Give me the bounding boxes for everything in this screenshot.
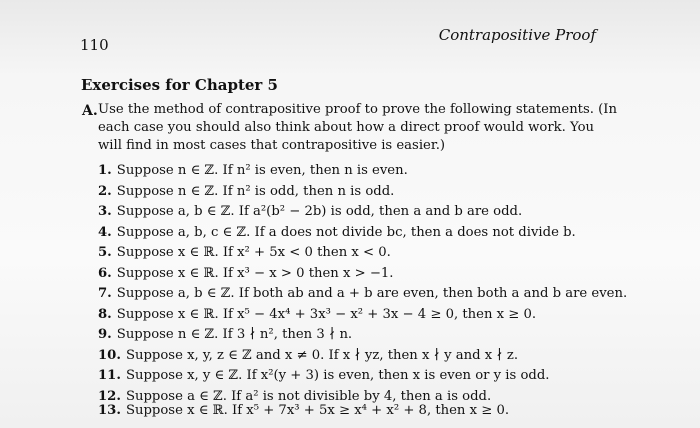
exercise-item	[98, 284, 628, 305]
exercise-item	[98, 182, 618, 203]
exercise-list	[98, 161, 628, 407]
exercise-item	[98, 346, 618, 367]
section-intro: Use the method of contrapositive proof to prove the following statements. (In each case you should also think about how a direct proof would work. You will find in most cases that contrapositive is easier.)	[98, 102, 617, 153]
exercise-text: Suppose n ∈ ℤ. If 3 ∤ n², then 3 ∤ n.	[116, 327, 353, 342]
exercise-item	[98, 161, 618, 182]
exercise-text: Suppose x ∈ ℝ. If x⁵ − 4x⁴ + 3x³ − x² + 3x − 4 ≥ 0, then x ≥ 0.	[116, 306, 537, 322]
exercise-text: Suppose a, b, c ∈ ℤ. If a does not divide bc, then a does not divide b.	[116, 224, 576, 240]
exercise-number: 10.	[98, 347, 121, 363]
exercise-number: 4.	[98, 224, 112, 240]
exercise-text: Suppose n ∈ ℤ. If n² is odd, then n is odd.	[116, 183, 395, 199]
exercise-text: Suppose x, y ∈ ℤ. If x²(y + 3) is even, then x is even or y is odd.	[125, 368, 550, 383]
page-number: 110	[80, 36, 109, 54]
exercise-number: 6.	[98, 265, 112, 281]
exercise-item	[98, 325, 618, 346]
exercise-number: 1.	[98, 163, 112, 178]
exercise-text: Suppose a ∈ ℤ. If a² is not divisible by 4, then a is odd.	[125, 388, 492, 404]
exercise-item	[98, 243, 618, 264]
running-head: Contrapositive Proof	[438, 26, 596, 44]
exercise-item	[98, 403, 509, 418]
section-label: A.	[82, 103, 98, 119]
exercise-number: 12.	[98, 388, 121, 404]
exercise-number: 2.	[98, 183, 112, 199]
exercise-text: Suppose a, b ∈ ℤ. If both ab and a + b are even, then both a and b are even.	[116, 286, 628, 301]
exercise-text: Suppose x ∈ ℝ. If x³ − x > 0 then x > −1.	[116, 265, 394, 281]
exercise-text: Suppose n ∈ ℤ. If n² is even, then n is even.	[116, 163, 408, 178]
exercise-number: 5.	[98, 245, 112, 260]
exercise-text: Suppose x ∈ ℝ. If x⁵ + 7x³ + 5x ≥ x⁴ + x² + 8, then x ≥ 0.	[125, 403, 510, 418]
exercise-item	[98, 305, 618, 326]
exercise-number: 7.	[98, 286, 112, 301]
exercise-number: 9.	[98, 327, 112, 342]
exercise-number: 11.	[98, 368, 121, 383]
exercise-text: Suppose x ∈ ℝ. If x² + 5x < 0 then x < 0.	[116, 245, 391, 260]
exercise-number: 8.	[98, 306, 112, 322]
chapter-heading: Exercises for Chapter 5	[81, 76, 278, 94]
exercise-item	[98, 264, 618, 285]
exercise-text: Suppose x, y, z ∈ ℤ and x ≠ 0. If x ∤ yz, then x ∤ y and x ∤ z.	[125, 347, 519, 363]
exercise-item	[98, 202, 618, 223]
exercise-text: Suppose a, b ∈ ℤ. If a²(b² − 2b) is odd, then a and b are odd.	[116, 204, 523, 219]
exercise-item	[98, 223, 618, 244]
exercise-number: 3.	[98, 204, 112, 219]
exercise-number: 13.	[98, 403, 121, 418]
exercise-item	[98, 366, 618, 387]
